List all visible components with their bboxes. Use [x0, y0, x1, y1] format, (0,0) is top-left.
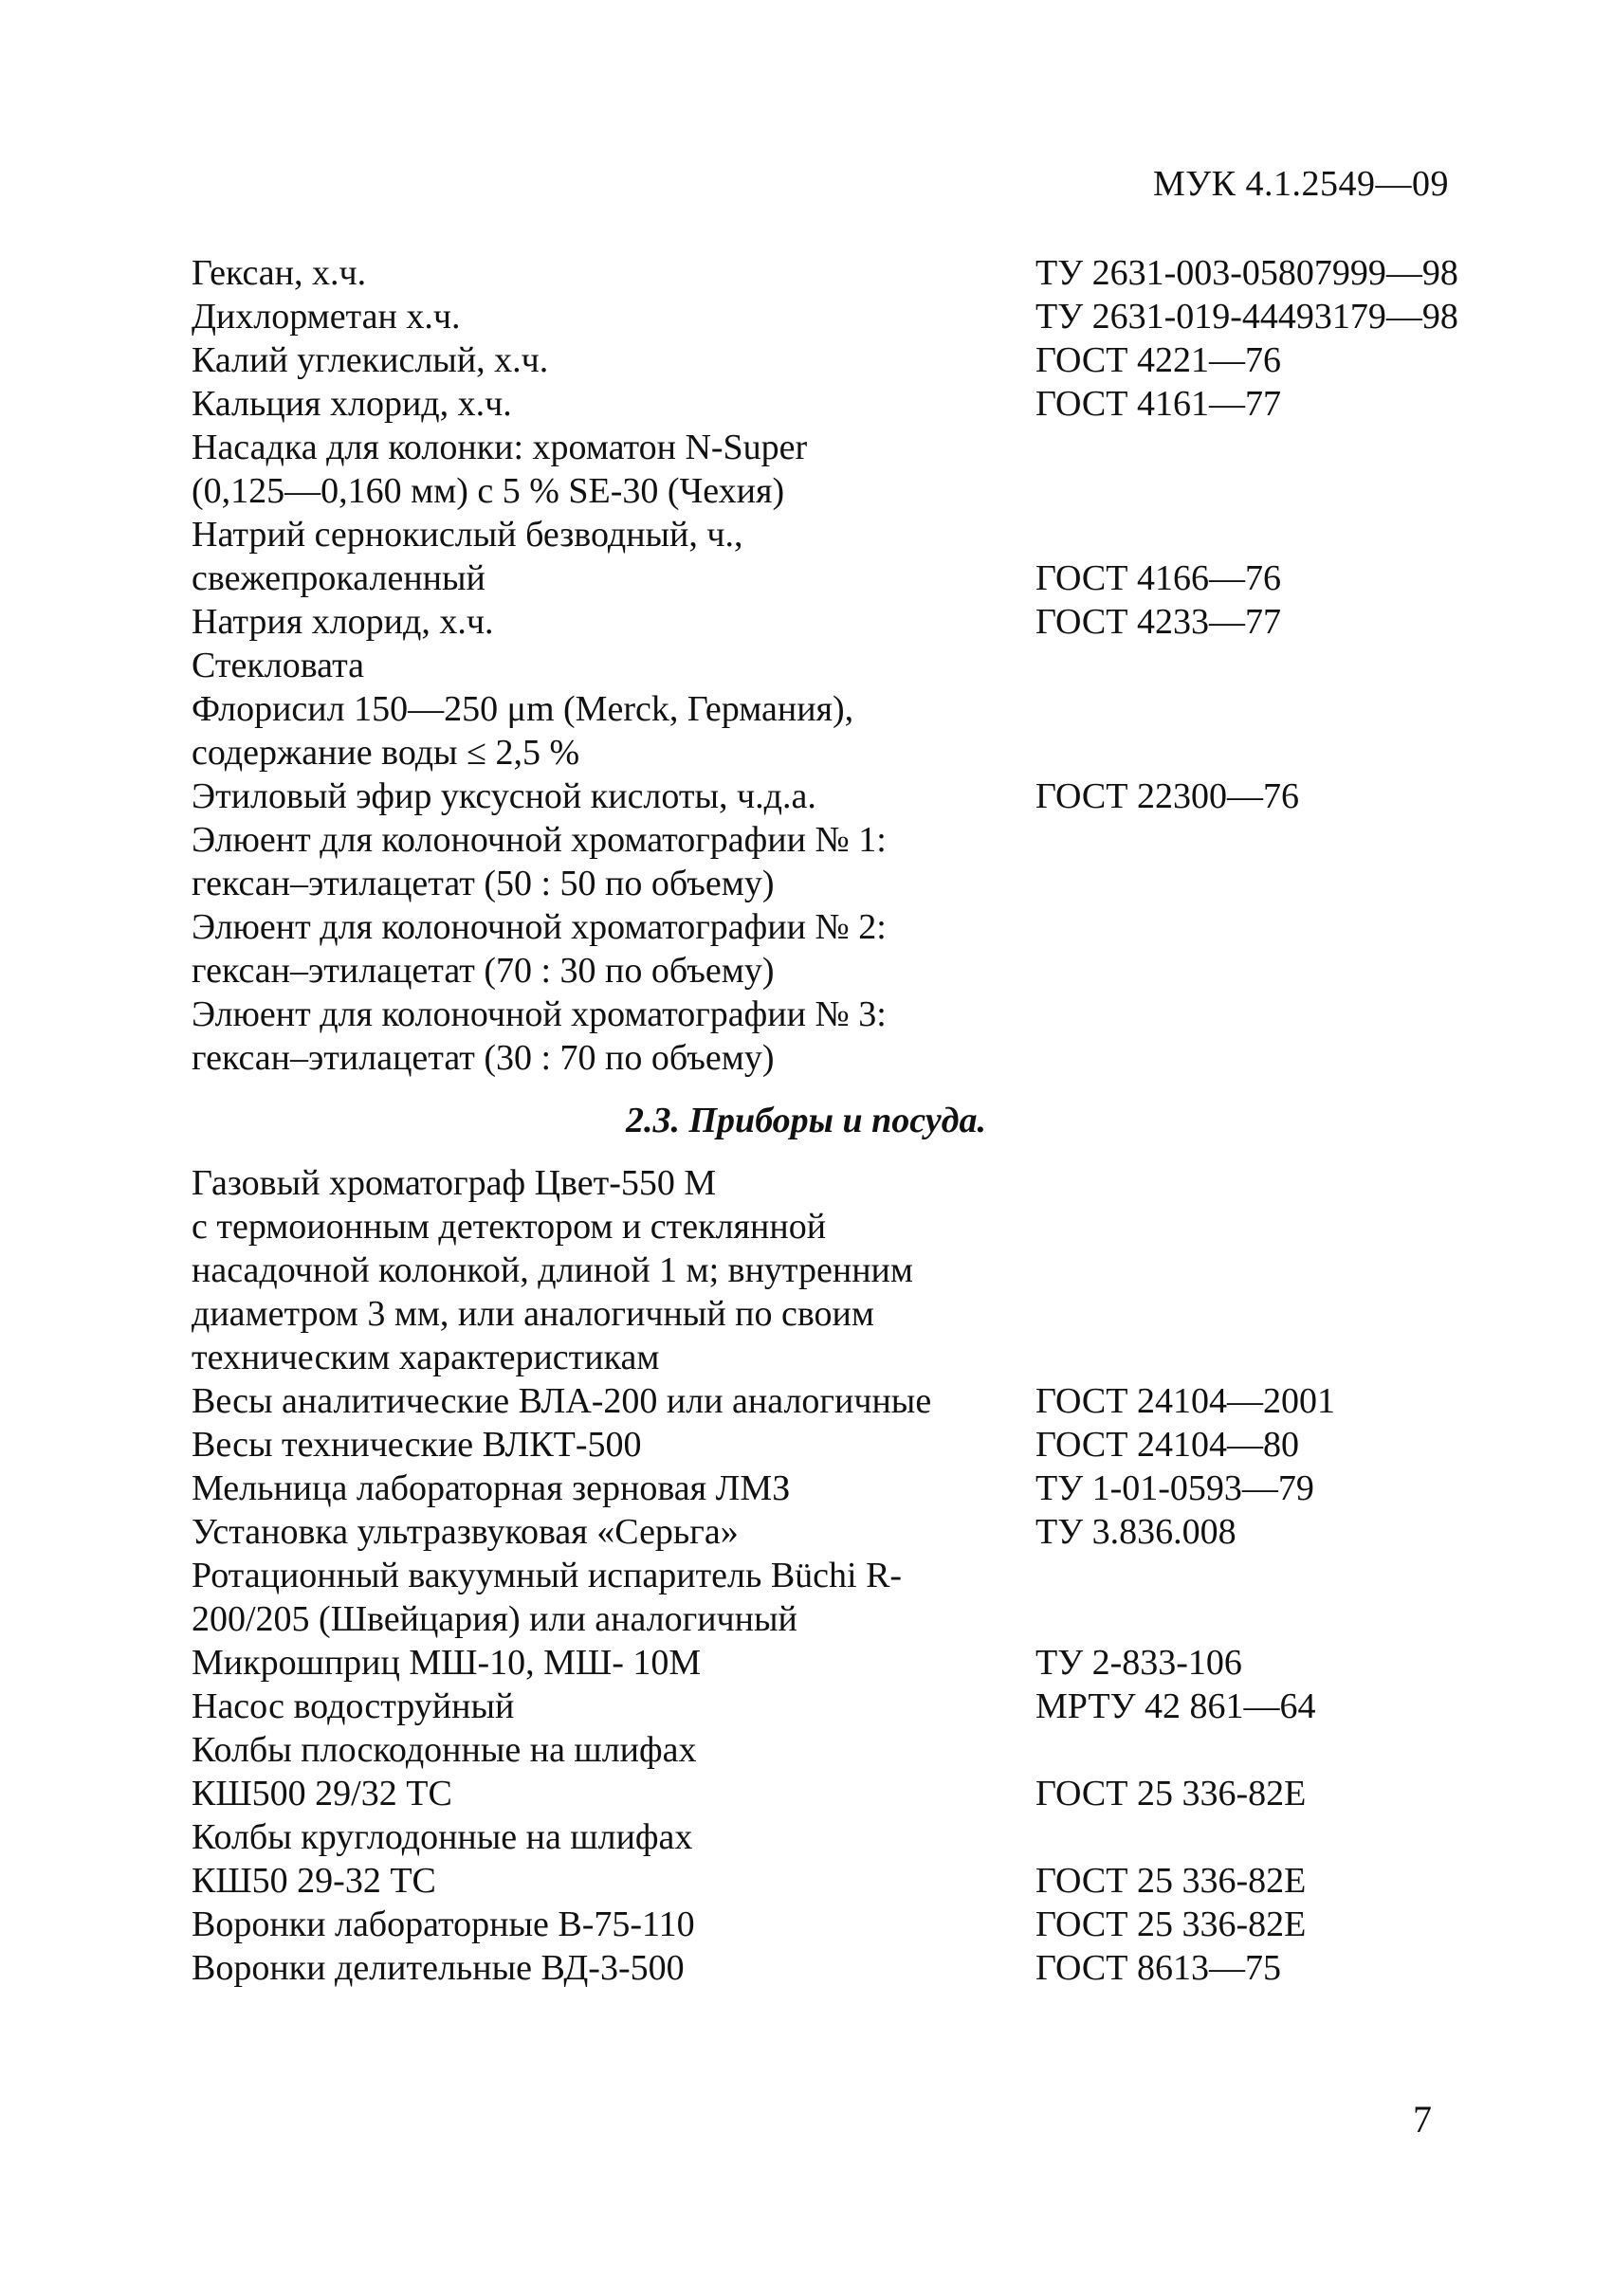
equipment-row-name-line: Газовый хроматограф Цвет-550 М — [192, 1163, 717, 1203]
equipment-row — [192, 1946, 1500, 1990]
reagent-row-name-line: гексан–этилацетат (50 : 50 по объему) — [192, 864, 775, 903]
equipment-row — [192, 1728, 1500, 1815]
equipment-row-name-line: Микрошприц МШ-10, МШ- 10М — [192, 1643, 702, 1683]
reagent-row-name-line: Элюент для колоночной хроматографии № 2: — [192, 907, 887, 947]
equipment-row-name-line: Весы технические ВЛКТ-500 — [192, 1425, 642, 1465]
equipment-row-standard: ГОСТ 24104—80 — [1035, 1425, 1299, 1465]
reagent-row — [192, 338, 1500, 382]
equipment-row-name — [192, 1641, 1035, 1685]
reagent-row-name — [192, 295, 1035, 338]
equipment-row — [192, 1903, 1500, 1946]
equipment-row — [192, 1641, 1500, 1685]
reagent-row-standard: ГОСТ 4233—77 — [1035, 602, 1281, 642]
reagent-row-name-line: Натрия хлорид, х.ч. — [192, 602, 494, 642]
equipment-row-name-line: с термоионным детектором и стеклянной — [192, 1207, 827, 1247]
reagent-row-standard: ГОСТ 4161—77 — [1035, 384, 1281, 424]
equipment-row-standard: ГОСТ 24104—2001 — [1035, 1381, 1335, 1421]
equipment-row-name-line: насадочной колонкой, длиной 1 м; внутренним — [192, 1250, 913, 1290]
equipment-row-name — [192, 1467, 1035, 1510]
reagent-row-name-line: свежепрокаленный — [192, 558, 485, 598]
equipment-row-name — [192, 1510, 1035, 1554]
reagent-row-name-line: Насадка для колонки: хроматон N-Super — [192, 428, 808, 467]
reagents-list — [192, 251, 1500, 1080]
reagent-row-name-line: содержание воды ≤ 2,5 % — [192, 733, 580, 773]
reagent-row — [192, 644, 1500, 687]
reagent-row-name-line: Этиловый эфир уксусной кислоты, ч.д.а. — [192, 776, 816, 816]
equipment-row — [192, 1685, 1500, 1728]
reagent-row-name-line: Дихлорметан х.ч. — [192, 297, 461, 337]
reagent-row-name-line: Натрий сернокислый безводный, ч., — [192, 515, 743, 555]
equipment-row-name-line: техническим характеристикам — [192, 1338, 660, 1377]
equipment-row-name — [192, 1423, 1035, 1467]
equipment-row-standard: ГОСТ 8613—75 — [1035, 1948, 1281, 1988]
reagent-row — [192, 382, 1500, 426]
equipment-row-name-line: диаметром 3 мм, или аналогичный по своим — [192, 1294, 874, 1334]
reagent-row — [192, 993, 1500, 1080]
equipment-row-name — [192, 1815, 1035, 1903]
reagent-row-name — [192, 251, 1035, 295]
equipment-row-standard: ГОСТ 25 336-82Е — [1035, 1861, 1307, 1901]
equipment-row-name — [192, 1554, 1035, 1641]
reagent-row-name-line: Гексан, х.ч. — [192, 253, 367, 293]
equipment-row-name — [192, 1379, 1035, 1423]
equipment-row-standard: МРТУ 42 861—64 — [1035, 1686, 1316, 1726]
equipment-row-standard: ТУ 1-01-0593—79 — [1035, 1468, 1314, 1508]
reagent-row-standard: ГОСТ 4221—76 — [1035, 340, 1281, 380]
equipment-row-name — [192, 1685, 1035, 1728]
reagent-row-name-line: Элюент для колоночной хроматографии № 1: — [192, 820, 887, 860]
equipment-row-name-line: Колбы круглодонные на шлифах — [192, 1817, 693, 1857]
reagent-row-standard: ГОСТ 22300—76 — [1035, 776, 1299, 816]
reagent-row-name-line: гексан–этилацетат (30 : 70 по объему) — [192, 1038, 775, 1078]
reagent-row — [192, 600, 1500, 644]
reagent-row-name-line: гексан–этилацетат (70 : 30 по объему) — [192, 951, 775, 991]
equipment-row-name-line: Ротационный вакуумный испаритель Büchi R- — [192, 1556, 903, 1595]
section-title: 2.3. Приборы и посуда. — [626, 1101, 986, 1140]
equipment-row-name — [192, 1161, 1035, 1379]
reagent-row-name — [192, 993, 1035, 1080]
equipment-row-name-line: КШ50 29-32 ТС — [192, 1861, 436, 1901]
reagent-row — [192, 905, 1500, 993]
equipment-row-name — [192, 1903, 1035, 1946]
equipment-row-standard: ГОСТ 25 336-82Е — [1035, 1904, 1307, 1944]
reagent-row — [192, 818, 1500, 905]
reagent-row-name — [192, 644, 1035, 687]
reagent-row-name — [192, 600, 1035, 644]
equipment-row-name-line: Воронки делительные ВД-3-500 — [192, 1948, 685, 1988]
equipment-row — [192, 1510, 1500, 1554]
equipment-row-name — [192, 1946, 1035, 1990]
reagent-row — [192, 426, 1500, 513]
reagent-row-standard: ТУ 2631-019-44493179—98 — [1035, 297, 1458, 337]
reagent-row-standard: ГОСТ 4166—76 — [1035, 558, 1281, 598]
equipment-row-name-line: Колбы плоскодонные на шлифах — [192, 1730, 697, 1770]
reagent-row — [192, 251, 1500, 295]
reagent-row — [192, 295, 1500, 338]
reagent-row-standard: ТУ 2631-003-05807999—98 — [1035, 253, 1458, 293]
reagent-row-name-line: (0,125—0,160 мм) с 5 % SE-30 (Чехия) — [192, 471, 785, 511]
equipment-row — [192, 1815, 1500, 1903]
reagent-row-name — [192, 905, 1035, 993]
reagent-row-name — [192, 687, 1035, 774]
reagent-row-name-line: Флорисил 150—250 μm (Merck, Германия), — [192, 689, 854, 729]
reagent-row — [192, 774, 1500, 818]
equipment-row — [192, 1423, 1500, 1467]
equipment-row-name-line: Установка ультразвуковая «Серьга» — [192, 1512, 739, 1552]
equipment-list — [192, 1161, 1500, 1990]
equipment-row-name-line: Весы аналитические ВЛА-200 или аналогичные — [192, 1381, 932, 1421]
reagent-row-name-line: Стекловата — [192, 646, 365, 685]
equipment-row-name-line: КШ500 29/32 ТС — [192, 1774, 452, 1813]
equipment-row — [192, 1161, 1500, 1379]
equipment-row-name-line: Насос водоструйный — [192, 1686, 515, 1726]
reagent-row-name-line: Кальция хлорид, х.ч. — [192, 384, 512, 424]
reagent-row — [192, 513, 1500, 600]
reagent-row-name — [192, 774, 1035, 818]
equipment-row-standard: ГОСТ 25 336-82Е — [1035, 1774, 1307, 1813]
equipment-row-name-line: 200/205 (Швейцария) или аналогичный — [192, 1599, 797, 1639]
equipment-row-standard: ТУ 2-833-106 — [1035, 1643, 1242, 1683]
reagent-row-name-line: Элюент для колоночной хроматографии № 3: — [192, 994, 887, 1034]
document-code: МУК 4.1.2549—09 — [1152, 164, 1449, 204]
equipment-row — [192, 1379, 1500, 1423]
reagent-row-name — [192, 426, 1035, 513]
equipment-row-name-line: Мельница лабораторная зерновая ЛМЗ — [192, 1468, 791, 1508]
reagent-row-name — [192, 818, 1035, 905]
reagent-row — [192, 687, 1500, 774]
reagent-row-name — [192, 382, 1035, 426]
equipment-row-standard: ТУ 3.836.008 — [1035, 1512, 1236, 1552]
page-number: 7 — [1413, 2098, 1432, 2141]
reagent-row-name-line: Калий углекислый, х.ч. — [192, 340, 549, 380]
reagent-row-name — [192, 513, 1035, 600]
equipment-row-name — [192, 1728, 1035, 1815]
equipment-row — [192, 1467, 1500, 1510]
equipment-row-name-line: Воронки лабораторные В-75-110 — [192, 1904, 695, 1944]
equipment-row — [192, 1554, 1500, 1641]
reagent-row-name — [192, 338, 1035, 382]
